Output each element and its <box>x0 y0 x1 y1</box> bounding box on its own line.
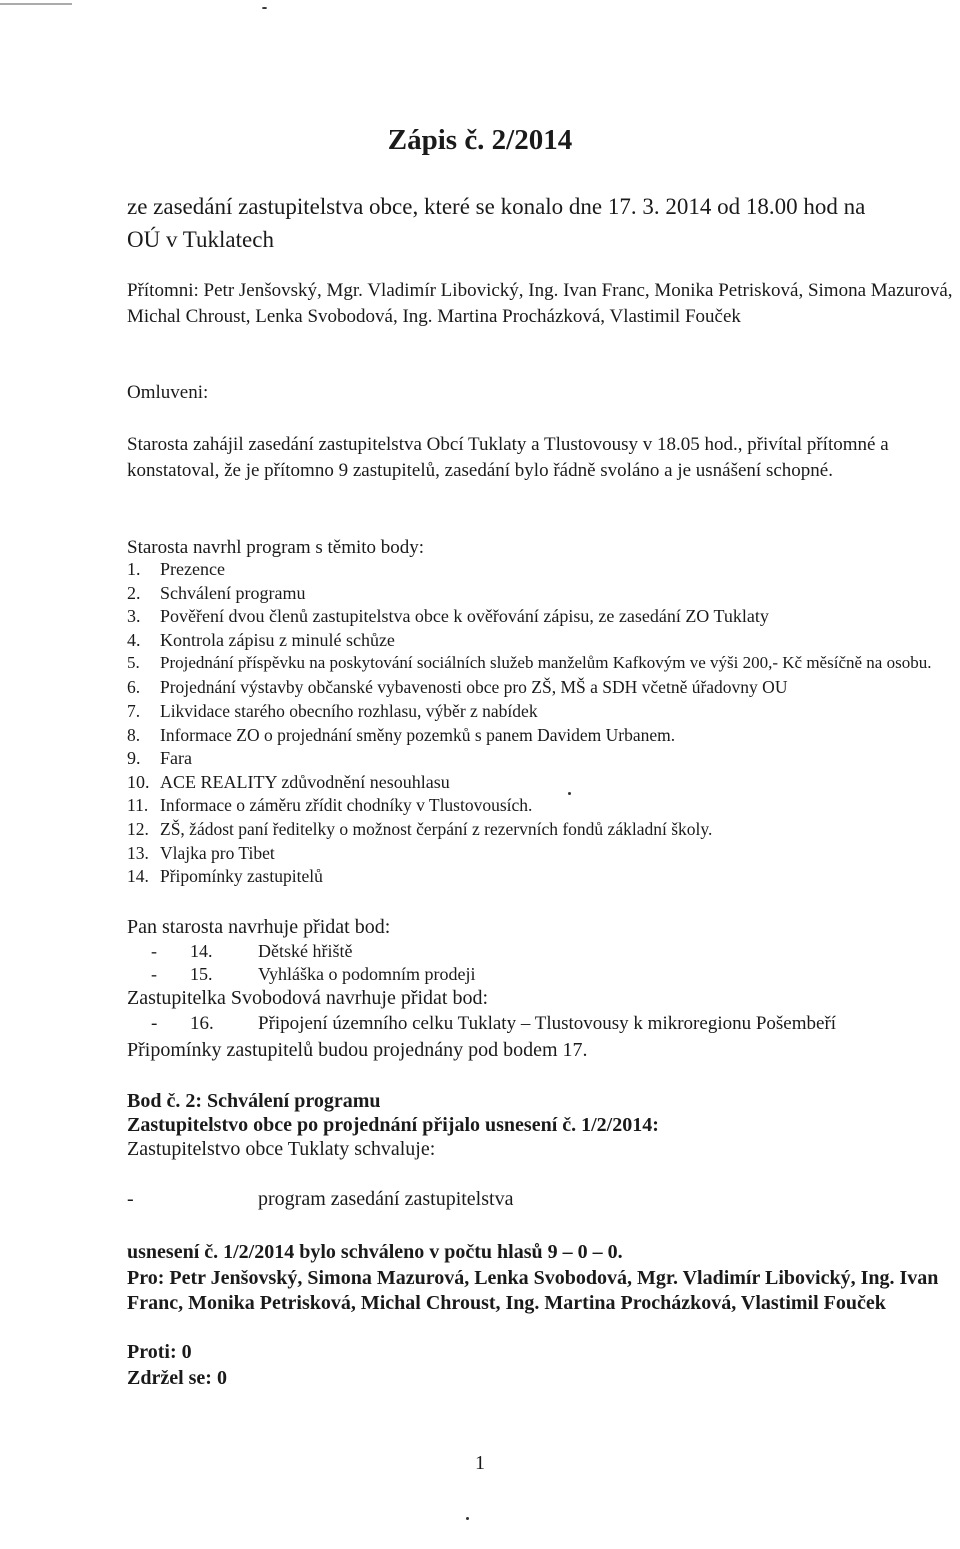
section-2-title: Bod č. 2: Schválení programu <box>127 1090 381 1112</box>
list-item: 8. Informace ZO o projednání směny pozemků s panem Davidem Urbanem. <box>127 724 676 745</box>
list-item: 3. Pověření dvou členů zastupitelstva obce k ověřování zápisu, ze zasedání ZO Tuklaty <box>127 606 769 627</box>
list-item: 6. Projednání výstavby občanské vybavenosti obce pro ZŠ, MŠ a SDH včetně úřadovny OU <box>127 677 788 698</box>
list-item: 4. Kontrola zápisu z minulé schůze <box>127 629 395 650</box>
list-item: 13. Vlajka pro Tibet <box>127 842 275 863</box>
scan-artifact <box>0 3 72 5</box>
attendees-paragraph: Přítomni: Petr Jenšovský, Mgr. Vladimír Libovický, Ing. Ivan Franc, Monika Petrisková, Simona Mazurová, Michal Chroust, Lenka Svobodová, Ing. Martina Procházková, Vlastimil Fouček <box>127 280 953 327</box>
excused-label: Omluveni: <box>127 382 209 403</box>
opening-paragraph: Starosta zahájil zasedání zastupitelstva Obcí Tuklaty a Tlustovousy v 18.05 hod., přivítal přítomné a konstatoval, že je přítomno 9 zastupitelů, zasedání bylo řádně svoláno a je usnášení schopné. <box>127 434 889 481</box>
list-item: 12. ZŠ, žádost paní ředitelky o možnost čerpání z rezervních fondů základní školy. <box>127 818 713 839</box>
page-number: 1 <box>475 1452 485 1474</box>
program-intro: Starosta navrhl program s těmito body: <box>127 537 425 558</box>
approves-label: Zastupitelstvo obce Tuklaty schvaluje: <box>127 1138 436 1160</box>
abstained-votes: Zdržel se: 0 <box>127 1367 227 1389</box>
meeting-heading-line2: OÚ v Tuklatech <box>127 227 274 252</box>
list-item: 7. Likvidace starého obecního rozhlasu, výběr z nabídek <box>127 700 538 721</box>
list-item: 5. Projednání příspěvku na poskytování sociálních služeb manželům Kafkovým ve výši 200,- Kč měsíčně na osobu. <box>127 653 932 673</box>
mayor-adds-label: Pan starosta navrhuje přidat bod: <box>127 916 391 938</box>
against-votes: Proti: 0 <box>127 1341 192 1363</box>
list-item: 9. Fara <box>127 748 192 769</box>
comments-note: Připomínky zastupitelů budou projednány pod bodem 17. <box>127 1039 588 1061</box>
scan-speck <box>262 7 267 9</box>
program-list <box>127 558 959 889</box>
scan-speck <box>568 792 571 795</box>
document-page: Zápis č. 2/2014 ze zasedání zastupitelstva obce, které se konalo dne 17. 3. 2014 od 18.00 hod na OÚ v Tuklatech Přítomni: Petr Jenšovský, Mgr. Vladimír Libovický, Ing. Ivan Franc, Monika Petrisková, Simona Mazurová, Michal Chroust, Lenka Svobodová, Ing. Martina Procházková, Vlastimil Fouček Omluveni: Starosta zahájil zasedání zastupitelstva Obcí Tuklaty a Tlustovousy v 18.05 hod., přivítal přítomné a konstatoval, že je přítomno 9 zastupitelů, zasedání bylo řádně svoláno a je usnášení schopné. Starosta navrhl program s těmito body: 1. Prezence 2. Schválení programu 3. Pověření dvou členů zastupitelstva obce k ověřování zápisu, ze zasedání ZO Tuklaty 4. Kontrola zápisu z minulé schůze 5. Projednání příspěvku na poskytování sociálních služeb manželům Kafkovým ve výši 200,- Kč měsíčně na osobu. 6. Projednání výstavby občanské vybavenosti obce pro ZŠ, MŠ a SDH včetně úřadovny OU 7. Likvidace starého obecního rozhlasu, výběr z nabídek 8. Informace ZO o projednání směny pozemků s panem Davidem Urbanem. 9. Fara 10. ACE REALITY zdůvodnění nesouhlasu 11. Informace o záměru zřídit chodníky v Tlustovousích. 12. ZŠ, žádost paní ředitelky o možnost čerpání z rezervních fondů základní školy. 13. Vlajka pro Tibet 14. Připomínky zastupitelů Pan starosta navrhuje přidat bod: - 14. Dětské hřiště - 15. Vyhláška o podomním prodeji Zastupitelka Svobodová navrhuje přidat bod: - 16. Připojení územního celku Tuklaty – Tlustovousy k mikroregionu Pošembeří Připomínky zastupitelů budou projednány pod bodem 17. Bod č. 2: Schválení programu Zastupitelstvo obce po projednání přijalo usnesení č. 1/2/2014: Zastupitelstvo obce Tuklaty schvaluje: - program zasedání zastupitelstva usnesení č. 1/2/2014 bylo schváleno v počtu hlasů 9 – 0 – 0. Pro: Petr Jenšovský, Simona Mazurová, Lenka Svobodová, Mgr. Vladimír Libovický, Ing. Ivan Franc, Monika Petrisková, Michal Chroust, Ing. Martina Procházková, Vlastimil Fouček Proti: 0 Zdržel se: 0 1 <box>0 0 960 1549</box>
list-item: 2. Schválení programu <box>127 582 306 603</box>
list-item: 1. Prezence <box>127 559 225 579</box>
for-votes: Pro: Petr Jenšovský, Simona Mazurová, Lenka Svobodová, Mgr. Vladimír Libovický, Ing. Ivan Franc, Monika Petrisková, Michal Chroust, Ing. Martina Procházková, Vlastimil Fouček <box>127 1267 939 1314</box>
resolution-intro: Zastupitelstvo obce po projednání přijalo usnesení č. 1/2/2014: <box>127 1114 659 1136</box>
meeting-heading-line1: ze zasedání zastupitelstva obce, které se konalo dne 17. 3. 2014 od 18.00 hod na <box>127 194 866 219</box>
list-item: 14. Připomínky zastupitelů <box>127 866 323 887</box>
scan-speck <box>466 1517 469 1520</box>
list-item: 10. ACE REALITY zdůvodnění nesouhlasu <box>127 771 450 792</box>
list-item: 11. Informace o záměru zřídit chodníky v Tlustovousích. <box>127 795 533 816</box>
document-title: Zápis č. 2/2014 <box>387 124 573 156</box>
svobodova-adds-label: Zastupitelka Svobodová navrhuje přidat bod: <box>127 987 489 1009</box>
vote-result: usnesení č. 1/2/2014 bylo schváleno v počtu hlasů 9 – 0 – 0. <box>127 1241 623 1263</box>
